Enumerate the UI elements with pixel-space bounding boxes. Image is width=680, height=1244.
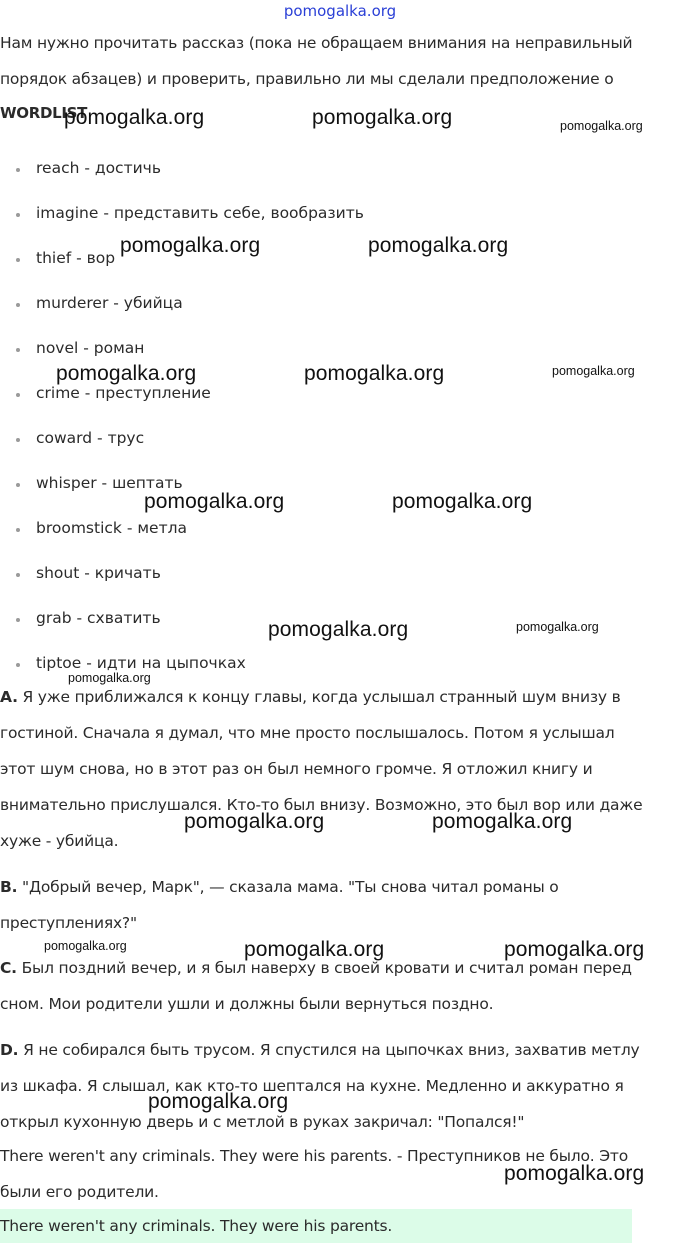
paragraph-a-line-3: этот шум снова, но в этот раз он был немного громче. Я отложил книгу и [0,760,593,778]
intro-line-2: порядок абзацев) и проверить, правильно ли мы сделали предположение о [0,70,614,88]
paragraph-d-line-3: открыл кухонную дверь и с метлой в руках закричал: "Попался!" [0,1113,525,1131]
watermark: pomogalka.org [312,106,453,129]
watermark: pomogalka.org [244,938,385,961]
watermark: pomogalka.org [148,1090,289,1113]
paragraph-text: Я не собирался быть трусом. Я спустился на цыпочках вниз, захватив метлу [23,1041,640,1059]
paragraph-label: B. [0,878,18,896]
watermark: pomogalka.org [268,618,409,641]
word-entry: murderer - убийца [36,294,183,312]
paragraph-label: A. [0,688,18,706]
word-entry: tiptoe - идти на цыпочках [36,654,246,672]
word-entry: coward - трус [36,429,145,447]
paragraph-d-line-1 [0,1041,640,1059]
wordlist-title: WORDLIST [0,104,88,122]
paragraph-text: Был поздний вечер, и я был наверху в своей кровати и считал роман перед [21,959,632,977]
bullet-icon [16,573,20,577]
watermark: pomogalka.org [392,490,533,513]
bullet-icon [16,483,20,487]
watermark: pomogalka.org [552,364,635,378]
word-entry: shout - кричать [36,564,161,582]
word-entry: whisper - шептать [36,474,183,492]
word-entry: novel - роман [36,339,145,357]
header-watermark: pomogalka.org [283,2,397,20]
bullet-icon [16,258,20,262]
answer-text: There weren't any criminals. They were his parents. [0,1217,393,1235]
paragraph-b-line-1 [0,878,559,896]
paragraph-a-line-2: гостиной. Сначала я думал, что мне просто послышалось. Потом я услышал [0,724,615,742]
bullet-icon [16,303,20,307]
watermark: pomogalka.org [304,362,445,385]
paragraph-b-line-2: преступлениях?" [0,914,137,932]
paragraph-d-line-2: из шкафа. Я слышал, как кто-то шептался на кухне. Медленно и аккуратно я [0,1077,624,1095]
intro-line-1: Нам нужно прочитать рассказ (пока не обращаем внимания на неправильный [0,34,633,52]
watermark: pomogalka.org [56,362,197,385]
watermark: pomogalka.org [560,119,643,133]
bullet-icon [16,618,20,622]
paragraph-text: Я уже приближался к концу главы, когда услышал странный шум внизу в [22,688,621,706]
paragraph-label: C. [0,959,17,977]
bullet-icon [16,348,20,352]
paragraph-a-line-5: хуже - убийца. [0,832,119,850]
watermark: pomogalka.org [504,1162,645,1185]
watermark: pomogalka.org [516,620,599,634]
watermark: pomogalka.org [144,490,285,513]
bullet-icon [16,438,20,442]
paragraph-text: "Добрый вечер, Марк", — сказала мама. "Ты снова читал романы о [22,878,559,896]
watermark: pomogalka.org [44,939,127,953]
watermark: pomogalka.org [184,810,325,833]
bullet-icon [16,393,20,397]
bullet-icon [16,213,20,217]
bullet-icon [16,528,20,532]
word-entry: imagine - представить себе, вообразить [36,204,364,222]
conclusion-line-1: There weren't any criminals. They were his parents. - Преступников не было. Это [0,1147,628,1165]
watermark: pomogalka.org [120,234,261,257]
paragraph-a-line-4: внимательно прислушался. Кто-то был внизу. Возможно, это был вор или даже [0,796,643,814]
word-entry: crime - преступление [36,384,211,402]
paragraph-c-line-2: сном. Мои родители ушли и должны были вернуться поздно. [0,995,494,1013]
conclusion-line-2: были его родители. [0,1183,159,1201]
paragraph-label: D. [0,1041,19,1059]
paragraph-a-line-1 [0,688,621,706]
word-entry: reach - достичь [36,159,161,177]
bullet-icon [16,168,20,172]
watermark: pomogalka.org [68,671,151,685]
watermark: pomogalka.org [368,234,509,257]
watermark: pomogalka.org [64,106,205,129]
word-entry: grab - схватить [36,609,161,627]
watermark: pomogalka.org [432,810,573,833]
word-entry: thief - вор [36,249,116,267]
word-entry: broomstick - метла [36,519,188,537]
watermark: pomogalka.org [504,938,645,961]
bullet-icon [16,663,20,667]
